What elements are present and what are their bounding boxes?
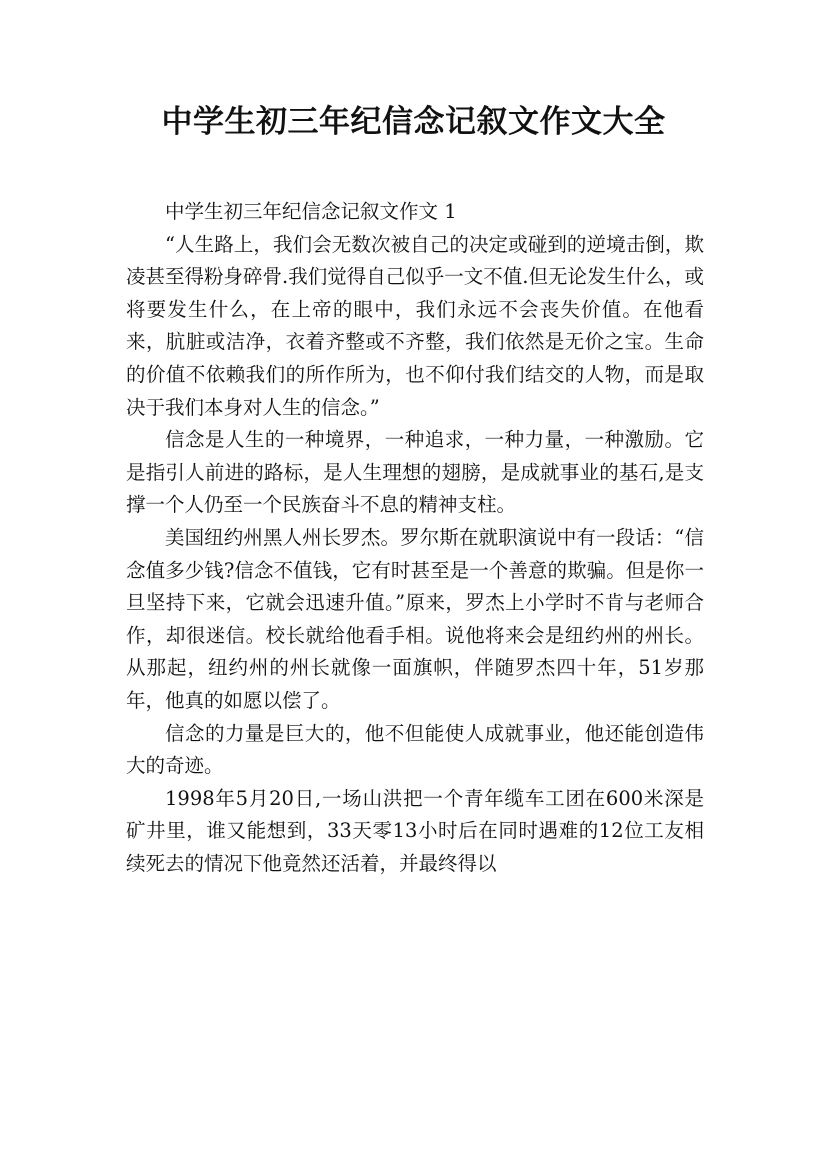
paragraph-3: 美国纽约州黑人州长罗杰。罗尔斯在就职演说中有一段话：“信念值多少钱?信念不值钱，它有时甚至是一个善意的欺骗。但是你一旦坚持下来，它就会迅速升值。”原来，罗杰上小学时不肯与老师合作，却很迷信。校长就给他看手相。说他将来会是纽约州的州长。从那起，纽约州的州长就像一面旗帜，伴随罗杰四十年，51岁那年，他真的如愿以偿了。: [126, 525, 704, 712]
paragraph-2: 信念是人生的一种境界，一种追求，一种力量，一种激励。它是指引人前进的路标，是人生理想的翅膀，是成就事业的基石,是支撑一个人仍至一个民族奋斗不息的精神支柱。: [126, 428, 704, 517]
paragraph-5: 1998年5月20日,一场山洪把一个青年缆车工团在600米深是矿井里，谁又能想到，33天零13小时后在同时遇难的12位工友相续死去的情况下他竟然还活着，并最终得以: [126, 786, 704, 875]
document-body: [126, 196, 704, 880]
document-title: 中学生初三年纪信念记叙文作文大全: [161, 104, 666, 140]
paragraph-1: “人生路上，我们会无数次被自己的决定或碰到的逆境击倒，欺凌甚至得粉身碎骨.我们觉得自己似乎一文不值.但无论发生什么，或将要发生什么，在上帝的眼中，我们永远不会丧失价值。在他看来，肮脏或洁净，衣着齐整或不齐整，我们依然是无价之宝。生命的价值不依赖我们的所作所为，也不仰付我们结交的人物，而是取决于我们本身对人生的信念。”: [126, 232, 704, 419]
paragraph-4: 信念的力量是巨大的，他不但能使人成就事业，他还能创造伟大的奇迹。: [126, 721, 704, 778]
essay-subtitle: 中学生初三年纪信念记叙文作文 1: [165, 200, 457, 223]
